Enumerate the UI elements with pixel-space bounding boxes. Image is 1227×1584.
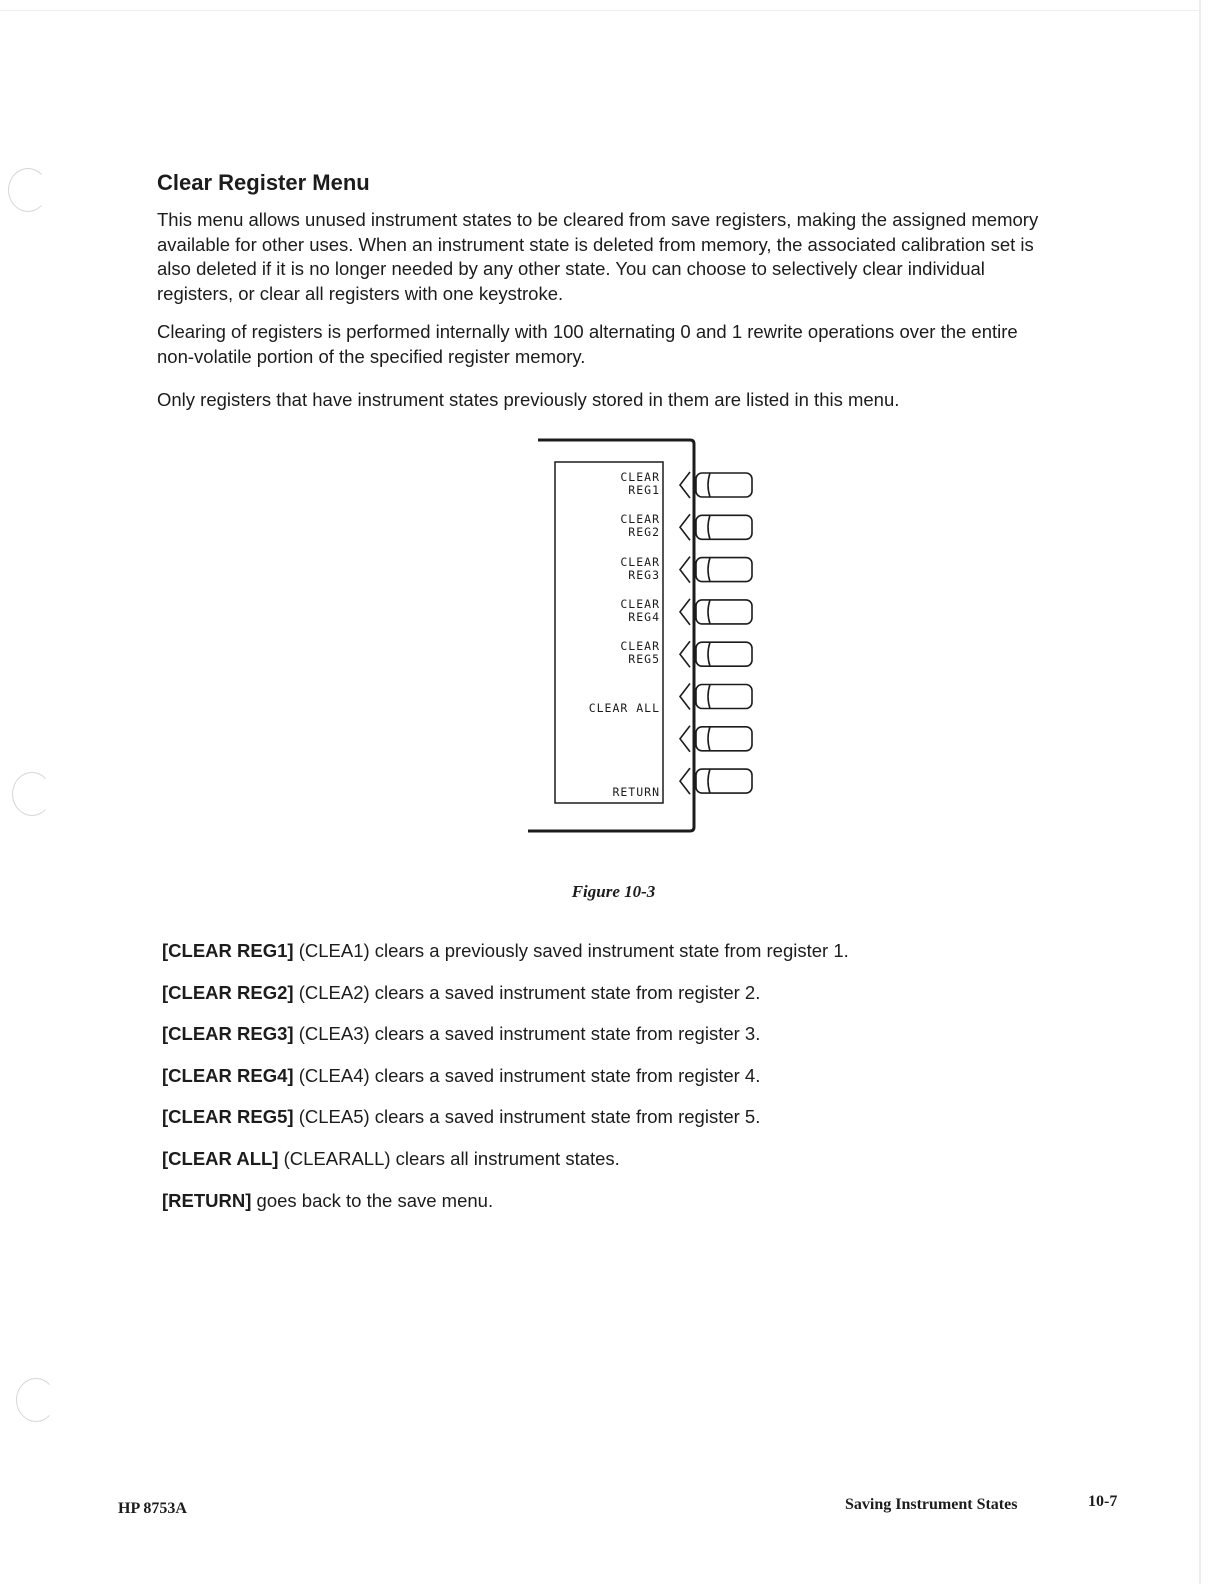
softkey-menu-figure <box>528 437 768 837</box>
softkey-label-line1: CLEAR <box>620 512 660 527</box>
key-description-text: (CLEARALL) clears all instrument states. <box>278 1148 620 1169</box>
softkey-label-line1: CLEAR <box>620 596 660 611</box>
binder-hole-middle <box>12 772 52 816</box>
softkey-label-line1: CLEAR <box>620 554 660 569</box>
scan-edge-top <box>0 10 1200 11</box>
softkey-label <box>556 640 660 666</box>
key-description <box>162 1106 760 1128</box>
softkey-label-line2: REG4 <box>628 609 660 624</box>
softkey-label-line1: CLEAR <box>620 639 660 654</box>
key-description <box>162 940 849 962</box>
footer-page-number: 10-7 <box>1088 1493 1118 1510</box>
key-name: [RETURN] <box>162 1189 252 1211</box>
scan-edge-right <box>1199 0 1201 1584</box>
clearing-paragraph: Clearing of registers is performed internally with 100 alternating 0 and 1 rewrite operations over the entire non-volatile portion of the specified register memory. <box>157 321 1018 367</box>
softkey-label <box>556 786 660 799</box>
key-name: [CLEAR ALL] <box>162 1148 279 1169</box>
key-name: [CLEAR REG5] <box>162 1106 294 1128</box>
softkey-label-line1: RETURN <box>612 785 660 800</box>
softkey-label-line2: REG3 <box>628 567 660 582</box>
softkey-button <box>680 557 752 583</box>
softkey-label <box>556 471 660 497</box>
softkey-button <box>680 514 752 540</box>
softkey-button <box>680 472 752 498</box>
key-description <box>162 1065 760 1087</box>
key-description-text: (CLEA1) clears a previously saved instrument state from register 1. <box>293 940 849 961</box>
softkey-label-line1: CLEAR <box>620 470 660 484</box>
key-description <box>162 982 760 1004</box>
softkey-button <box>680 599 752 625</box>
key-description-text: (CLEA4) clears a saved instrument state from register 4. <box>293 1064 761 1086</box>
footer-model: HP 8753A <box>118 1500 187 1517</box>
key-name: [CLEAR REG3] <box>162 1023 294 1045</box>
key-description-text: (CLEA3) clears a saved instrument state from register 3. <box>293 1023 761 1045</box>
softkey-button <box>680 768 752 794</box>
key-description <box>162 1190 493 1212</box>
key-description-text: (CLEA5) clears a saved instrument state from register 5. <box>293 1106 761 1128</box>
softkey-label <box>556 513 660 539</box>
figure-caption: Figure 10-3 <box>571 882 656 901</box>
key-name: [CLEAR REG4] <box>162 1064 294 1086</box>
softkey-label <box>556 702 660 715</box>
key-description <box>162 1148 620 1170</box>
section-title: Clear Register Menu <box>157 170 370 195</box>
softkey-label-line2: REG2 <box>628 525 660 540</box>
softkey-label <box>556 556 660 582</box>
softkey-button <box>680 684 752 710</box>
display-bezel <box>528 440 694 831</box>
softkey-label <box>556 598 660 624</box>
key-description-text: goes back to the save menu. <box>251 1189 494 1211</box>
key-description <box>162 1023 760 1045</box>
softkey-button <box>680 641 752 667</box>
binder-hole-top <box>8 168 48 212</box>
binder-hole-bottom <box>16 1378 56 1422</box>
key-name: [CLEAR REG2] <box>162 981 294 1003</box>
footer-chapter-title: Saving Instrument States <box>845 1496 1018 1513</box>
key-description-text: (CLEA2) clears a saved instrument state from register 2. <box>293 981 761 1003</box>
intro-paragraph: This menu allows unused instrument states to be cleared from save registers, making the assigned memory available for other uses. When an instrument state is deleted from memory, the associated calibration set is also deleted if it is no longer needed by any other state. You can choose to selectively clear individual registers, or clear all registers with one keystroke. <box>157 209 1039 304</box>
key-name: [CLEAR REG1] <box>162 940 294 961</box>
listing-paragraph: Only registers that have instrument states previously stored in them are listed in this menu. <box>157 389 900 410</box>
softkey-label-line1: CLEAR ALL <box>588 700 660 715</box>
softkey-button <box>680 726 752 752</box>
softkey-label-line2: REG1 <box>628 483 660 497</box>
softkey-label-line2: REG5 <box>628 652 660 667</box>
